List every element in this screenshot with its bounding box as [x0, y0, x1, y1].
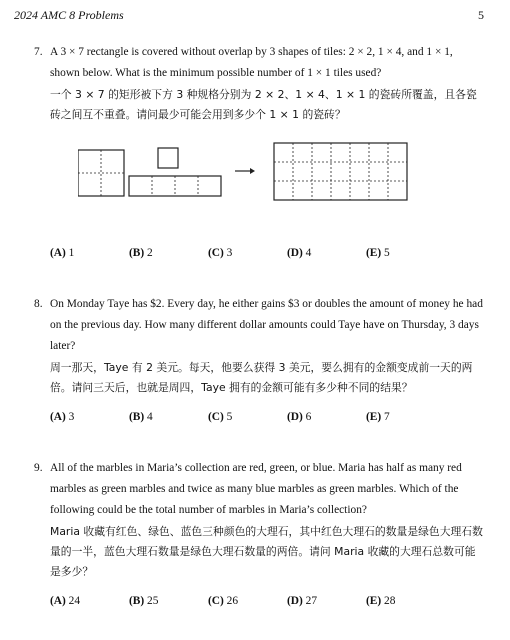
tile-figure: [78, 140, 418, 210]
problem-text-en: A 3 × 7 rectangle is covered without overlap by 3 shapes of tiles: 2 × 2, 1 × 4, and 1 × 1, shown below. What is the minimum possible number of 1 × 1 tiles used?: [50, 46, 453, 79]
tile-1x1: [158, 148, 178, 168]
grid-3x7: [274, 143, 407, 200]
answer-choices-9: [50, 591, 484, 612]
problem-text-en: All of the marbles in Maria’s collection are red, green, or blue. Maria has half as many red marbles as green marbles and twice as many blue marbles as green marbles. Which of the following could be the total number of marbles in Maria’s collection?: [50, 462, 462, 516]
problem-number: 7.: [34, 46, 43, 58]
choice-b: (B) 4: [129, 411, 153, 423]
choice-d: (D) 6: [287, 411, 312, 423]
problem-8: [34, 294, 484, 398]
choice-e: (E) 5: [366, 247, 390, 259]
choice-a: (A) 3: [50, 411, 75, 423]
page-header: [14, 8, 484, 26]
problem-7: [34, 42, 484, 125]
choice-a: (A) 1: [50, 247, 75, 259]
arrow-icon: [235, 168, 255, 174]
choice-e: (E) 28: [366, 595, 396, 607]
choice-c: (C) 26: [208, 595, 239, 607]
choice-c: (C) 3: [208, 247, 233, 259]
choice-a: (A) 24: [50, 595, 81, 607]
answer-choices-8: [50, 407, 484, 428]
choice-d: (D) 4: [287, 247, 312, 259]
problem-text-en: On Monday Taye has $2. Every day, he either gains $3 or doubles the amount of money he had on the previous day. How many different dollar amounts could Taye have on Thursday, 3 days later?: [50, 298, 483, 352]
problem-9: [34, 458, 484, 582]
choice-b: (B) 25: [129, 595, 159, 607]
choice-c: (C) 5: [208, 411, 233, 423]
tile-2x2: [78, 150, 124, 196]
answer-choices-7: [50, 243, 484, 264]
problem-text-cn: 一个 3 × 7 的矩形被下方 3 种规格分别为 2 × 2、1 × 4、1 × 1 的瓷砖所覆盖，且各瓷砖之间互不重叠。请问最少可能会用到多少个 1 × 1 的瓷砖？: [50, 88, 477, 121]
problem-number: 9.: [34, 462, 43, 474]
problem-number: 8.: [34, 298, 43, 310]
choice-e: (E) 7: [366, 411, 390, 423]
header-title: 2024 AMC 8 Problems: [14, 8, 124, 22]
choice-d: (D) 27: [287, 595, 318, 607]
problem-text-cn: Maria 收藏有红色、绿色、蓝色三种颜色的大理石，其中红色大理石的数量是绿色大理石数量的一半，蓝色大理石数量是绿色大理石数量的两倍。请问 Maria 收藏的大理石总数可能是多少？: [50, 525, 483, 578]
problem-text-cn: 周一那天，Taye 有 2 美元。每天，他要么获得 3 美元，要么拥有的金额变成前一天的两倍。请问三天后，也就是周四，Taye 拥有的金额可能有多少种不同的结果？: [50, 361, 473, 394]
page-number: 5: [478, 8, 484, 22]
tile-1x4: [129, 176, 221, 196]
choice-b: (B) 2: [129, 247, 153, 259]
